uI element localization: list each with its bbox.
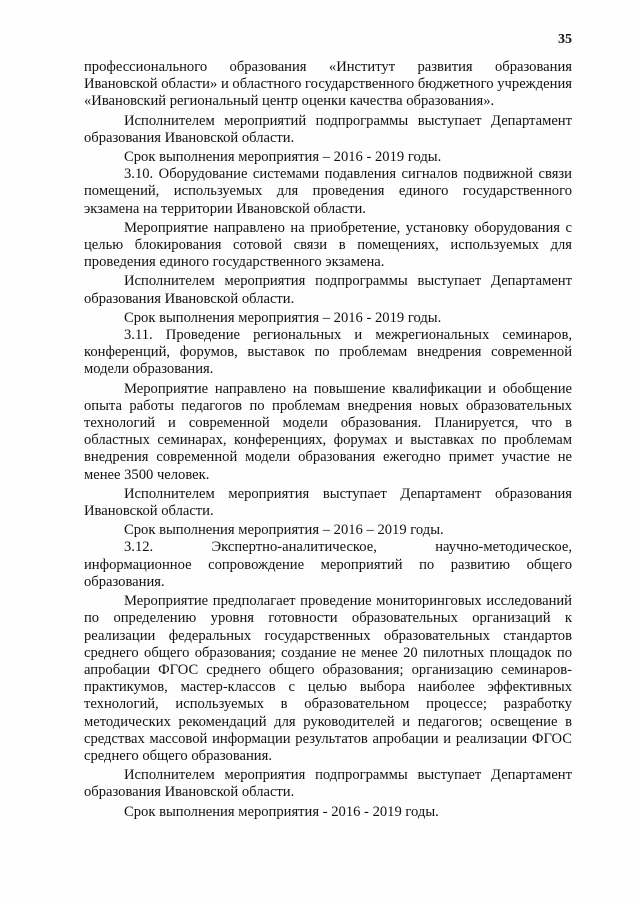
paragraph: Исполнителем мероприятия подпрограммы выступает Департамент образования Ивановской области. <box>84 767 572 801</box>
paragraph: Мероприятие направлено на приобретение, установку оборудования с целью блокирования сотовой связи в помещениях, используемых для проведения единого государственного экзамена. <box>84 219 572 271</box>
paragraph: Исполнителем мероприятий подпрограммы выступает Департамент образования Ивановской области. <box>84 112 572 146</box>
paragraph: профессионального образования «Институт развития образования Ивановской области» и областного государственного бюджетного учреждения «Ивановский региональный центр оценки качества образования». <box>84 59 572 110</box>
paragraph: Исполнителем мероприятия подпрограммы выступает Департамент образования Ивановской области. <box>84 273 572 307</box>
paragraph: Исполнителем мероприятия выступает Департамент образования Ивановской области. <box>84 485 572 520</box>
section-paragraph: 3.10. Оборудование системами подавления сигналов подвижной связи помещений, используемых для проведения единого государственного экзамена на территории Ивановской области. <box>84 166 572 217</box>
paragraph: Срок выполнения мероприятия – 2016 – 2019 годы. <box>124 522 444 539</box>
paragraph: Мероприятие предполагает проведение мониторинговых исследований по определению уровня готовности образовательных организаций к реализации федеральных государственных образовательных стандартов среднего общего образования; создание не менее 20 пилотных площадок по апробации ФГОС среднего общего образования; организацию семинаров-практикумов, мастер-классов с целью выбора наиболее эффективных технологий, используемых в образовательном процессе; разработку методических рекомендаций для руководителей и педагогов; освещение в средствах массовой информации результатов апробации и реализации ФГОС среднего общего образования. <box>84 593 572 764</box>
paragraph: Срок выполнения мероприятия – 2016 - 2019 годы. <box>124 149 442 166</box>
document-body <box>84 59 572 821</box>
paragraph: Мероприятие направлено на повышение квалификации и обобщение опыта работы педагогов по проблемам внедрения новых образовательных технологий и современной модели образования. Планируется, что в областных семинарах, конференциях, форумах и выставках по проблемам внедрения современной модели образования ежегодно примет участие не менее 3500 человек. <box>84 380 572 483</box>
page-number: 35 <box>558 32 572 47</box>
section-paragraph: 3.11. Проведение региональных и межрегиональных семинаров, конференций, форумов, выставок по проблемам внедрения современной модели образования. <box>84 327 572 378</box>
paragraph: Срок выполнения мероприятия – 2016 - 2019 годы. <box>124 309 442 326</box>
paragraph: Срок выполнения мероприятия - 2016 - 2019 годы. <box>124 803 439 820</box>
section-paragraph: 3.12. Экспертно-аналитическое, научно-методическое, информационное сопровождение мероприятий по развитию общего образования. <box>84 539 572 590</box>
